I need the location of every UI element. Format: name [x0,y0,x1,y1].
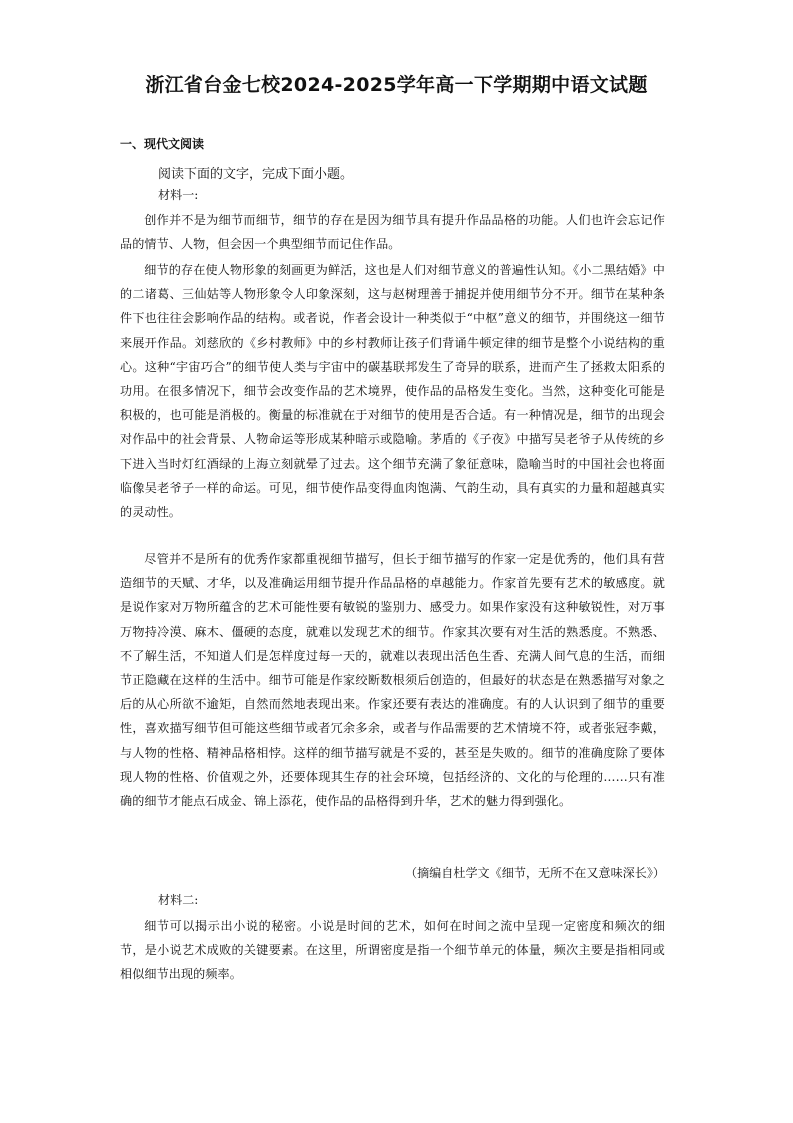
reading-instruction: 阅读下面的文字，完成下面小题。 [158,167,354,182]
material-one-paragraph: 创作并不是为细节而细节，细节的存在是因为细节具有提升作品品格的功能。人们也许会忘记作品的情节、人物，但会因一个典型细节而记住作品。 [120,213,665,252]
material-one-paragraph: 细节的存在使人物形象的刻画更为鲜活，这也是人们对细节意义的普遍性认知。《小二黑结婚》中的二诸葛、三仙姑等人物形象令人印象深刻，这与赵树理善于捕捉并使用细节分不开。细节在某种条件下也往往会影响作品的结构。或者说，作者会设计一种类似于“中枢”意义的细节，并围绕这一细节来展开作品。刘慈欣的《乡村教师》中的乡村教师让孩子们背诵牛顿定律的细节是整个小说结构的重心。这种“宇宙巧合”的细节使人类与宇宙中的碳基联邦发生了奇异的联系，进而产生了拯救太阳系的功用。在很多情况下，细节会改变作品的艺术境界，使作品的品格发生变化。当然，这种变化可能是积极的，也可能是消极的。衡量的标准就在于对细节的使用是否合适。有一种情况是，细节的出现会对作品中的社会背景、人物命运等形成某种暗示或隐喻。茅盾的《子夜》中描写吴老爷子从传统的乡下进入当时灯红酒绿的上海立刻就晕了过去。这个细节充满了象征意味，隐喻当时的中国社会也将面临像吴老爷子一样的命运。可见，细节使作品变得血肉饱满、气韵生动，具有真实的力量和超越真实的灵动性。 [120,263,665,520]
material-two-label: 材料二: [158,893,199,907]
material-one-paragraph: 尽管并不是所有的优秀作家都重视细节描写，但长于细节描写的作家一定是优秀的，他们具有营造细节的天赋、才华，以及准确运用细节提升作品品格的卓越能力。作家首先要有艺术的敏感度。就是说作家对万物所蕴含的艺术可能性要有敏锐的鉴别力、感受力。如果作家没有这种敏锐性，对万事万物持冷漠、麻木、僵硬的态度，就难以发现艺术的细节。作家其次要有对生活的熟悉度。不熟悉、不了解生活，不知道人们是怎样度过每一天的，就难以表现出活色生香、充满人间气息的生活，而细节正隐藏在这样的生活中。细节可能是作家绞断数根须后创造的，但最好的状态是在熟悉描写对象之后的从心所欲不逾矩，自然而然地表现出来。作家还要有表达的准确度。有的人认识到了细节的重要性，喜欢描写细节但可能这些细节或者冗余多余，或者与作品需要的艺术情境不符，或者张冠李戴，与人物的性格、精神品格相悖。这样的细节描写就是不妥的，甚至是失败的。细节的准确度除了要体现人物的性格、价值观之外，还要体现其生存的社会环境，包括经济的、文化的与伦理的……只有准确的细节才能点石成金、锦上添花，使作品的品格得到升华，艺术的魅力得到强化。 [120,552,665,809]
section-heading: 一、现代文阅读 [120,137,205,151]
document-title: 浙江省台金七校2024-2025学年高一下学期期中语文试题 [145,74,648,96]
material-one-source: （摘编自杜学文《细节，无所不在又意味深长》） [404,866,665,880]
material-one-label: 材料一: [158,188,199,202]
material-two-paragraph: 细节可以揭示出小说的秘密。小说是时间的艺术，如何在时间之流中呈现一定密度和频次的细节，是小说艺术成败的关键要素。在这里，所谓密度是指一个细节单元的体量，频次主要是指相同或相似细节出现的频率。 [120,919,665,982]
